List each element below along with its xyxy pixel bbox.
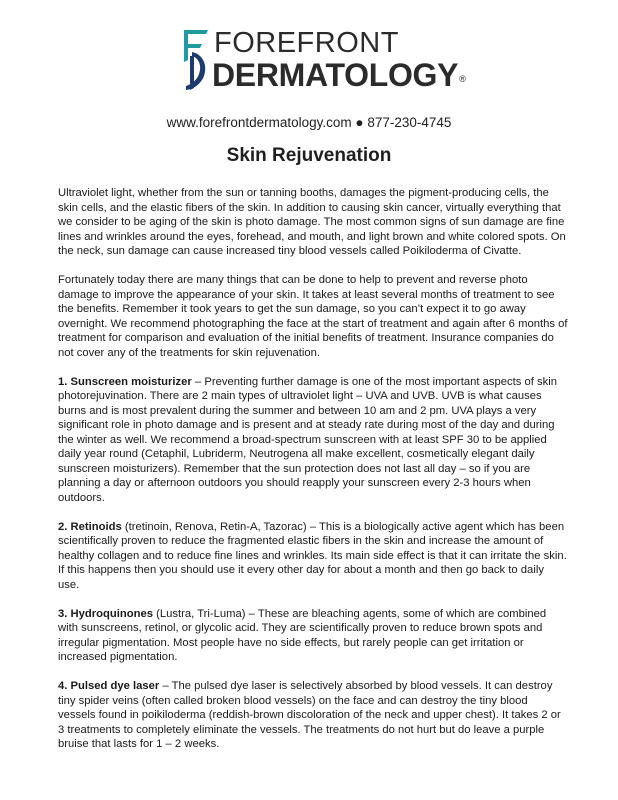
- page-title: Skin Rejuvenation: [226, 145, 392, 166]
- section-heading: 3. Hydroquinones: [58, 607, 154, 620]
- section-text: (tretinoin, Renova, Retin-A, Tazorac) – This is a biologically active agent which has been scientifically proven to reduce the fragmented elastic fibers in the skin and increase the amount of healthy collagen and to reduce fine lines and wrinkles. Its main side effect is that it can irritate the skin. If this happens then you should use it every other day for about a month and then go back to daily use.: [58, 520, 567, 591]
- section-pulsed-dye-laser: [58, 679, 568, 752]
- section-text: (Lustra, Tri-Luma) – These are bleaching agents, some of which are combined with sunscreens, retinol, or glycolic acid. They are scientifically proven to reduce brown spots and irregular pigmentation. Most people have no side effects, but rarely people can get irritation or increased pigmentation.: [58, 607, 547, 663]
- section-sunscreen: [58, 375, 568, 506]
- intro-paragraph: Fortunately today there are many things that can be done to help to prevent and reverse photo damage to improve the appearance of your skin. It takes at least several months of treatment to see the benefits. Remember it took years to get the sun damage, so you can’t expect it to go away overnight. We recommend photographing the face at the start of treatment and again after 6 months of treatment for comparison and evaluation of the initial benefits of treatment. Insurance companies do not cover any of the treatments for skin rejuvenation.: [58, 274, 568, 359]
- brand-logo: [178, 26, 466, 93]
- section-retinoids: [58, 520, 568, 593]
- section-text: – The pulsed dye laser is selectively absorbed by blood vessels. It can destroy tiny spider veins (often called broken blood vessels) on the face and can destroy the tiny blood vessels found in poikiloderma (reddish-brown discoloration of the neck and upper chest). It takes 2 or 3 treatments to completely eliminate the vessels. The treatments do not hurt but do leave a purple bruise that lasts for 1 – 2 weeks.: [58, 680, 561, 750]
- separator-bullet: ●: [355, 115, 364, 130]
- section-heading: 1. Sunscreen moisturizer: [58, 375, 192, 388]
- intro-paragraph: Ultraviolet light, whether from the sun or tanning booths, damages the pigment-producing cells, the skin cells, and the elastic fibers of the skin. In addition to causing skin cancer, virtually everything that we consider to be aging of the skin is photo damage. The most common signs of sun damage are fine lines and wrinkles around the eyes, forehead, and mouth, and light brown and white colored spots. On the neck, sun damage can cause increased tiny blood vessels called Poikiloderma of Civatte.: [58, 187, 566, 257]
- registered-mark: ®: [459, 74, 466, 84]
- phone-number: 877-230-4745: [367, 115, 452, 130]
- section-heading: 4. Pulsed dye laser: [58, 680, 160, 692]
- logo-mark-icon: [178, 26, 212, 92]
- section-hydroquinones: [58, 607, 568, 665]
- contact-line: [0, 115, 618, 130]
- brand-name-line2: [212, 59, 465, 91]
- website-link[interactable]: www.forefrontdermatology.com: [166, 115, 352, 130]
- brand-name-line2-text: DERMATOLOGY: [212, 57, 459, 93]
- section-text: – Preventing further damage is one of the most important aspects of skin photorejuvination. There are 2 main types of ultraviolet light – UVA and UVB. UVB is what causes burns and is most prevalent during the summer and between 10 am and 2 pm. UVA plays a very significant role in photo damage and is present and at steady rate during most of the day and during the winter as well. We recommend a broad-spectrum sunscreen with at least SPF 30 to be applied daily year round (Cetaphil, Lubriderm, Neutrogena all make excellent, cosmetically elegant daily sunscreen moisturizers). Remember that the sun protection does not last all day – so if you are planning a day or afternoon outdoors you should reapply your sunscreen every 2-3 hours when outdoors.: [58, 375, 558, 504]
- brand-name-line1: FOREFRONT: [214, 27, 399, 59]
- section-heading: 2. Retinoids: [58, 520, 122, 533]
- document-body: [58, 186, 568, 766]
